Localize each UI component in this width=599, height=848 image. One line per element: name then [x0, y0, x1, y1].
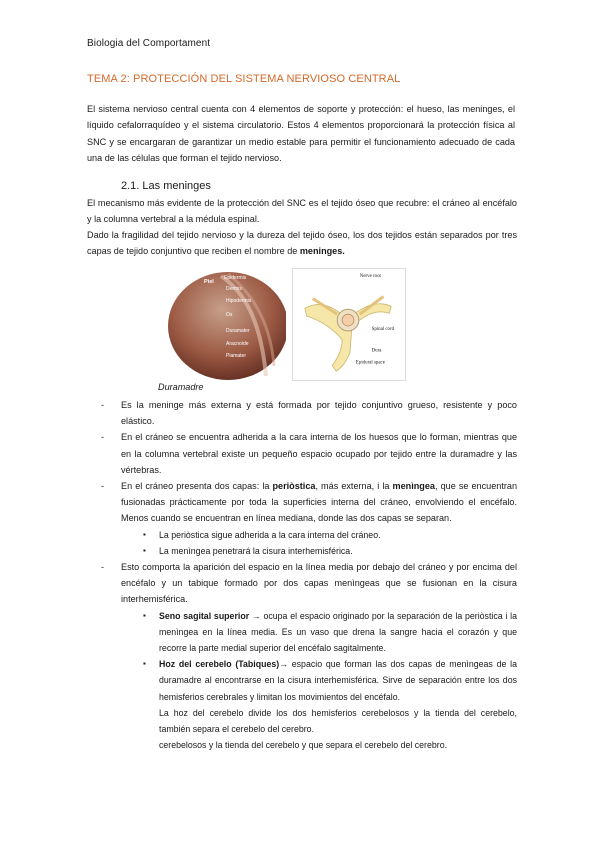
bullet-icon: ▪: [143, 545, 146, 555]
sub-list-item: ▪ Seno sagital superior → ocupa el espacio originado por la separación de la periòstica i la menìngea en la línea media. Es un vaso que drena la sangre hacia el corazón y que recorre la parte medial superior del encéfalo sagitalmente.: [87, 608, 517, 657]
section-heading: 2.1. Las meninges: [121, 180, 211, 192]
bullet-icon: ▪: [143, 529, 146, 539]
paragraph-2: Dado la fragilidad del tejido nervioso y la dureza del tejido óseo, los dos tejidos están separados por tres capas de tejido conjuntivo que reciben el nombre de meninges.: [87, 230, 517, 257]
page-header: Biologia del Comportament: [87, 38, 211, 49]
list-item: - Es la meninge más externa y está formada por tejido conjuntivo grueso, resistente y poco elástico.: [101, 400, 517, 427]
label-piamater: Piamater: [226, 353, 247, 359]
label-duramater: Duramater: [226, 328, 250, 334]
chapter-title: TEMA 2: PROTECCIÓN DEL SISTEMA NERVIOSO CENTRAL: [87, 73, 401, 85]
label-aracnoide: Aracnoide: [226, 341, 249, 347]
label-dermis: Dermis: [226, 286, 242, 292]
list-item: - Esto comporta la aparición del espacio en la línea media por debajo del cráneo y por encima del encéfalo y un tabique formado por dos capas menìngeas que se fusionan en la cisura interhemisférica.: [101, 562, 517, 605]
list-item: - En el cráneo presenta dos capas: la periòstica, más externa, i la menìngea, que se encuentran fusionadas prácticamente por toda la superficies interna del cráneo, envolviendo el encéfalo. Menos cuando se encuentran en línea mediana, donde las dos capas se separan.: [101, 481, 518, 524]
label-nerve-root: Nerve root: [359, 273, 381, 279]
label-spinal-cord: Spinal cord: [371, 326, 395, 332]
meninges-layers-image: [166, 268, 286, 381]
paragraph-1: El mecanismo más evidente de la protección del SNC es el tejido óseo que recubre: el cráneo al encéfalo y la columna vertebral a la médula espinal.: [87, 198, 517, 225]
sub-list-item: ▪ La periòstica sigue adherida a la cara interna del cráneo.: [87, 527, 517, 543]
bullet-icon: ▪: [143, 610, 146, 620]
sub-list-item: ▪ La menìngea penetrará la cisura interhemisférica.: [87, 543, 517, 559]
extra-text-2: cerebelosos y la tienda del cerebelo y que separa el cerebelo del cerebro.: [159, 739, 448, 750]
spinal-cord-core: [342, 314, 354, 326]
label-dura: Dura: [371, 348, 382, 354]
spinal-cord-image: [292, 268, 406, 381]
label-epidural-space: Epidural space: [355, 360, 385, 366]
sub-list-item: ▪ Hoz del cerebelo (Tabiques)→ espacio que forman las dos capas de menìngeas de la duramadre al encontrarse en la cisura interhemisférica. Sirve de separación entre los dos hemisferios cerebrales y limitan los movimientos del encéfalo.: [87, 656, 517, 705]
bullet-icon: ▪: [143, 659, 146, 669]
figure-caption: Duramadre: [158, 382, 204, 392]
list-item: - En el cráneo se encuentra adherida a la cara interna de los huesos que lo forman, mientras que en la columna vertebral existe un pequeño espacio ocupado por tejido entre la duramadre y las vértebras.: [101, 432, 517, 475]
duramadre-list: [87, 397, 517, 753]
label-os: Os: [226, 312, 233, 318]
label-epidermis: Epidermis: [224, 275, 247, 281]
meninges-term: meninges.: [299, 246, 345, 257]
intro-paragraph: El sistema nervioso central cuenta con 4 elementos de soporte y protección: el hueso, las meninges, el líquido cefalorraquídeo y el sistema circulatorio. Estos 4 elementos proporcionará la protección física al SNC y se encargaran de garantizar un medio estable para permitir el funcionamiento adecuado de cada una de las células que forman el tejido nervioso.: [87, 104, 515, 164]
label-piel: Piel: [204, 279, 214, 285]
extra-text-1: La hoz del cerebelo divide los dos hemisferios cerebelosos y la tienda del cerebelo, también separa el cerebelo del cerebro.: [159, 707, 517, 734]
label-hipodermis: Hipodermis: [226, 298, 252, 304]
